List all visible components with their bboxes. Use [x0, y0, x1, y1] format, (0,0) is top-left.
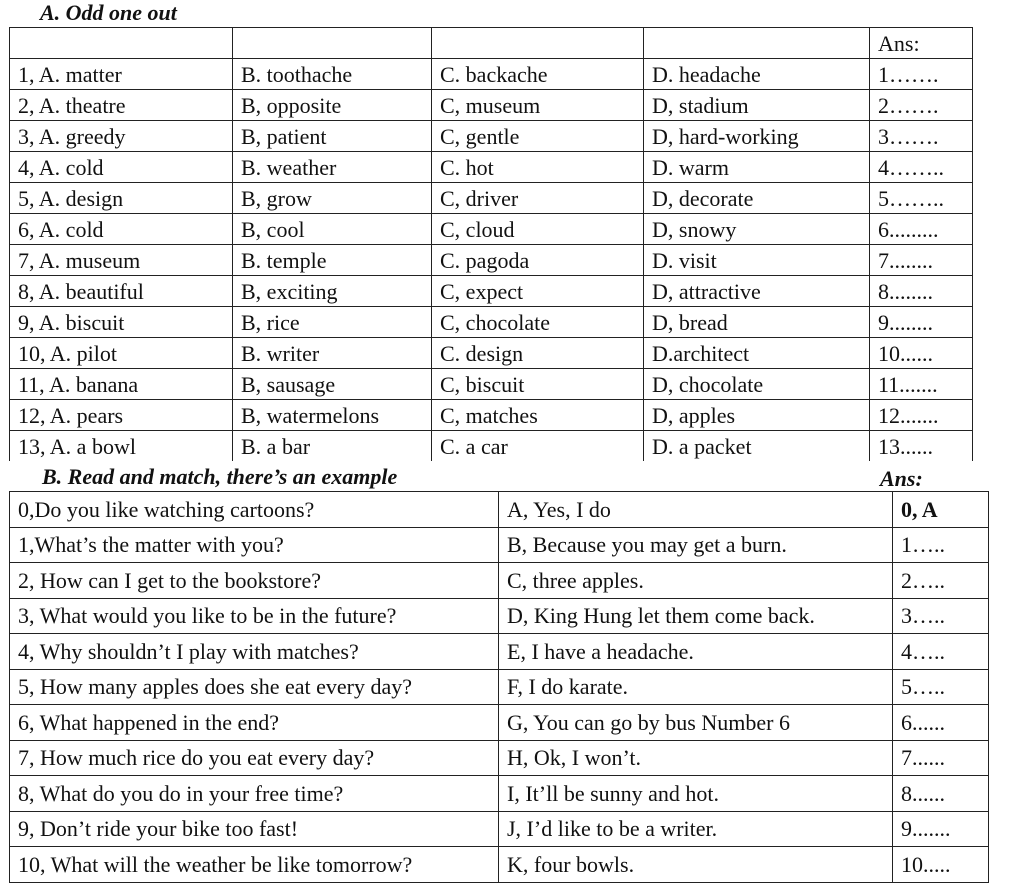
response-cell: D, King Hung let them come back. — [499, 598, 893, 634]
answer-cell[interactable]: 0, A — [893, 492, 989, 528]
answer-cell[interactable]: 9....... — [893, 811, 989, 847]
option-d-cell: D, bread — [644, 307, 870, 338]
option-b-cell: B, patient — [233, 121, 432, 152]
option-c-cell: C. hot — [432, 152, 644, 183]
option-a-cell: 12, A. pears — [10, 400, 233, 431]
answer-cell[interactable]: 7...... — [893, 740, 989, 776]
ans-header: Ans: — [870, 28, 973, 59]
option-b-cell: B. toothache — [233, 59, 432, 90]
table-row — [10, 492, 989, 528]
question-cell: 1,What’s the matter with you? — [10, 527, 499, 563]
table-row — [10, 563, 989, 599]
option-c-cell: C. pagoda — [432, 245, 644, 276]
section-b-title: B. Read and match, there’s an example — [42, 464, 398, 489]
question-cell: 0,Do you like watching cartoons? — [10, 492, 499, 528]
answer-cell[interactable]: 12....... — [870, 400, 973, 431]
option-a-cell: 1, A. matter — [10, 59, 233, 90]
option-d-cell: D, stadium — [644, 90, 870, 121]
option-b-cell: B. a bar — [233, 431, 432, 462]
response-cell: I, It’ll be sunny and hot. — [499, 776, 893, 812]
option-c-cell: C. a car — [432, 431, 644, 462]
section-b-ans-header: Ans: — [880, 466, 923, 491]
question-cell: 9, Don’t ride your bike too fast! — [10, 811, 499, 847]
option-a-cell: 10, A. pilot — [10, 338, 233, 369]
option-d-cell: D. a packet — [644, 431, 870, 462]
table-row — [10, 214, 973, 245]
table-row — [10, 369, 973, 400]
option-d-cell: D, decorate — [644, 183, 870, 214]
table-row — [10, 669, 989, 705]
option-c-cell: C, museum — [432, 90, 644, 121]
answer-cell[interactable]: 5…….. — [870, 183, 973, 214]
option-c-cell: C, matches — [432, 400, 644, 431]
table-row — [10, 847, 989, 883]
answer-cell[interactable]: 4….. — [893, 634, 989, 670]
table-row — [10, 90, 973, 121]
answer-cell[interactable]: 2….. — [893, 563, 989, 599]
answer-cell[interactable]: 6...... — [893, 705, 989, 741]
response-cell: E, I have a headache. — [499, 634, 893, 670]
option-d-cell: D.architect — [644, 338, 870, 369]
answer-cell[interactable]: 10..... — [893, 847, 989, 883]
read-and-match-table — [9, 491, 989, 883]
option-a-cell: 7, A. museum — [10, 245, 233, 276]
option-d-cell: D. headache — [644, 59, 870, 90]
response-cell: G, You can go by bus Number 6 — [499, 705, 893, 741]
response-cell: C, three apples. — [499, 563, 893, 599]
option-d-cell: D. warm — [644, 152, 870, 183]
option-a-cell: 2, A. theatre — [10, 90, 233, 121]
answer-cell[interactable]: 7........ — [870, 245, 973, 276]
response-cell: H, Ok, I won’t. — [499, 740, 893, 776]
option-b-cell: B, exciting — [233, 276, 432, 307]
option-b-cell: B, rice — [233, 307, 432, 338]
option-a-cell: 11, A. banana — [10, 369, 233, 400]
question-cell: 6, What happened in the end? — [10, 705, 499, 741]
option-d-cell: D, hard-working — [644, 121, 870, 152]
table-row — [10, 598, 989, 634]
table-row — [10, 811, 989, 847]
table-row — [10, 776, 989, 812]
answer-cell[interactable]: 2……. — [870, 90, 973, 121]
option-b-cell: B. temple — [233, 245, 432, 276]
question-cell: 7, How much rice do you eat every day? — [10, 740, 499, 776]
answer-cell[interactable]: 8...... — [893, 776, 989, 812]
table-header-row — [10, 28, 973, 59]
option-c-cell: C, chocolate — [432, 307, 644, 338]
option-b-cell: B. weather — [233, 152, 432, 183]
option-b-cell: B. writer — [233, 338, 432, 369]
option-d-cell: D, apples — [644, 400, 870, 431]
question-cell: 8, What do you do in your free time? — [10, 776, 499, 812]
answer-cell[interactable]: 6......... — [870, 214, 973, 245]
option-c-cell: C. design — [432, 338, 644, 369]
answer-cell[interactable]: 1……. — [870, 59, 973, 90]
question-cell: 4, Why shouldn’t I play with matches? — [10, 634, 499, 670]
response-cell: A, Yes, I do — [499, 492, 893, 528]
header-cell-empty — [644, 28, 870, 59]
answer-cell[interactable]: 3……. — [870, 121, 973, 152]
option-c-cell: C, biscuit — [432, 369, 644, 400]
question-cell: 5, How many apples does she eat every day? — [10, 669, 499, 705]
table-row — [10, 431, 973, 462]
option-a-cell: 8, A. beautiful — [10, 276, 233, 307]
table-row — [10, 152, 973, 183]
response-cell: K, four bowls. — [499, 847, 893, 883]
option-d-cell: D, attractive — [644, 276, 870, 307]
answer-cell[interactable]: 10...... — [870, 338, 973, 369]
section-a-title: A. Odd one out — [40, 0, 177, 25]
table-row — [10, 245, 973, 276]
option-c-cell: C, driver — [432, 183, 644, 214]
table-row — [10, 634, 989, 670]
option-b-cell: B, opposite — [233, 90, 432, 121]
answer-cell[interactable]: 13...... — [870, 431, 973, 462]
answer-cell[interactable]: 11....... — [870, 369, 973, 400]
table-row — [10, 400, 973, 431]
option-d-cell: D. visit — [644, 245, 870, 276]
header-cell-empty — [432, 28, 644, 59]
answer-cell[interactable]: 1….. — [893, 527, 989, 563]
question-cell: 10, What will the weather be like tomorrow? — [10, 847, 499, 883]
table-row — [10, 740, 989, 776]
table-row — [10, 527, 989, 563]
header-cell-empty — [10, 28, 233, 59]
question-cell: 2, How can I get to the bookstore? — [10, 563, 499, 599]
option-b-cell: B, grow — [233, 183, 432, 214]
option-c-cell: C. backache — [432, 59, 644, 90]
option-c-cell: C, expect — [432, 276, 644, 307]
table-row — [10, 307, 973, 338]
option-a-cell: 6, A. cold — [10, 214, 233, 245]
option-b-cell: B, cool — [233, 214, 432, 245]
answer-cell[interactable]: 8........ — [870, 276, 973, 307]
option-d-cell: D, snowy — [644, 214, 870, 245]
option-a-cell: 4, A. cold — [10, 152, 233, 183]
response-cell: J, I’d like to be a writer. — [499, 811, 893, 847]
option-d-cell: D, chocolate — [644, 369, 870, 400]
option-a-cell: 9, A. biscuit — [10, 307, 233, 338]
option-a-cell: 3, A. greedy — [10, 121, 233, 152]
answer-cell[interactable]: 4…….. — [870, 152, 973, 183]
table-row — [10, 59, 973, 90]
option-b-cell: B, sausage — [233, 369, 432, 400]
question-cell: 3, What would you like to be in the future? — [10, 598, 499, 634]
response-cell: F, I do karate. — [499, 669, 893, 705]
table-row — [10, 183, 973, 214]
option-c-cell: C, gentle — [432, 121, 644, 152]
header-cell-empty — [233, 28, 432, 59]
option-b-cell: B, watermelons — [233, 400, 432, 431]
option-a-cell: 5, A. design — [10, 183, 233, 214]
option-a-cell: 13, A. a bowl — [10, 431, 233, 462]
response-cell: B, Because you may get a burn. — [499, 527, 893, 563]
answer-cell[interactable]: 9........ — [870, 307, 973, 338]
option-c-cell: C, cloud — [432, 214, 644, 245]
table-row — [10, 705, 989, 741]
odd-one-out-table — [9, 27, 973, 461]
answer-cell[interactable]: 5….. — [893, 669, 989, 705]
table-row — [10, 338, 973, 369]
table-row — [10, 276, 973, 307]
answer-cell[interactable]: 3….. — [893, 598, 989, 634]
table-row — [10, 121, 973, 152]
